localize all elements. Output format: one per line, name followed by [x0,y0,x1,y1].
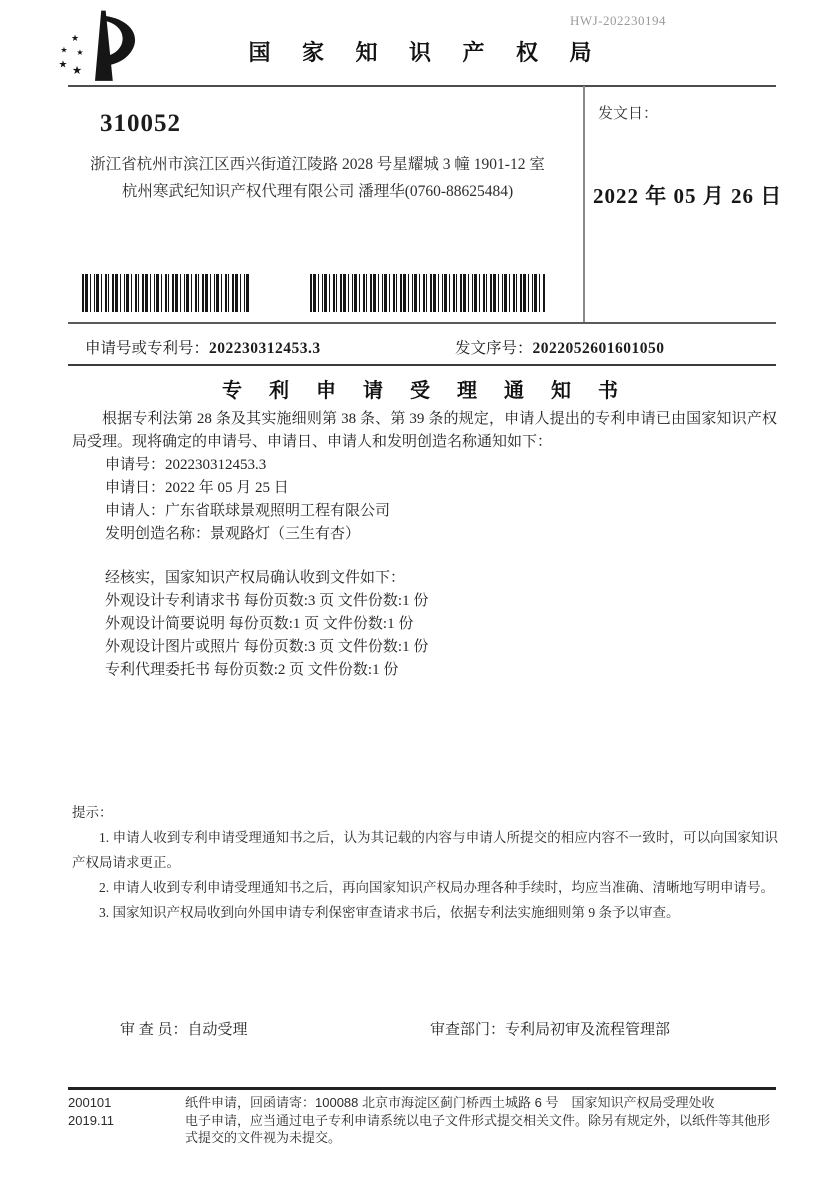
svg-text:★: ★ [76,48,84,58]
received-document-power-of-attorney: 专利代理委托书 每份页数:2 页 文件份数:1 份 [105,662,399,678]
footer-code-2: 2019.11 [68,1112,115,1128]
postal-code: 310052 [100,110,181,137]
header-divider [68,85,776,87]
field-application-number: 申请号：202230312453.3 [105,457,267,473]
tips-label: 提示： [72,805,113,820]
examiner-group [120,1018,248,1039]
address-line-2: 杭州寒武纪知识产权代理有限公司 潘理华(0760-88625484) [121,183,514,200]
field-invention-title: 发明创造名称：景观路灯（三生有杏） [105,526,361,542]
examiner-value: 自动受理 [187,1022,248,1038]
meta-divider-top [68,322,776,324]
received-document-request: 外观设计专利请求书 每份页数:3 页 文件份数:1 份 [105,593,429,609]
svg-text:★: ★ [71,32,79,43]
vertical-divider [583,86,585,322]
examiner-label: 审 查 员： [120,1022,188,1038]
application-number-group [85,336,321,358]
tips-section [72,800,778,925]
footer-text-1: 纸件申请，回函请寄：100088 北京市海淀区蓟门桥西土城路 6 号 国家知识产权局受理处收 [185,1095,715,1110]
tip-item-2: 2. 申请人收到专利申请受理通知书之后，再向国家知识产权局办理各种手续时，均应当准确、清晰地写明申请号。 [99,880,774,895]
barcode-application [82,274,249,312]
received-intro: 经核实，国家知识产权局确认收到文件如下： [105,570,406,586]
footer-row-electronic [68,1112,776,1147]
footer-text-2: 电子申请，应当通过电子专利申请系统以电子文件形式提交相关文件。除另有规定外，以纸件等其他形式提交的文件视为未提交。 [185,1112,771,1145]
department-group [430,1018,670,1039]
doc-reference-number: HWJ-202230194 [570,13,667,28]
serial-number-group [455,336,665,358]
footer-row-paper [68,1094,776,1112]
dispatch-date-label: 发文日： [598,106,659,122]
department-value: 专利局初审及流程管理部 [505,1022,671,1038]
received-document-brief: 外观设计简要说明 每份页数:1 页 文件份数:1 份 [105,616,414,632]
barcode-serial [310,274,545,312]
footer-notes [68,1094,776,1147]
meta-divider-bottom [68,364,776,366]
serial-number-label: 发文序号： [455,340,533,357]
application-number-value: 202230312453.3 [209,340,321,357]
footer-divider [68,1087,776,1090]
dispatch-date-value: 2022 年 05 月 26 日 [593,184,783,208]
header-title: 国 家 知 识 产 权 局 [248,40,605,65]
svg-text:★: ★ [60,45,68,55]
received-document-pictures: 外观设计图片或照片 每份页数:3 页 文件份数:1 份 [105,639,429,655]
notice-intro: 根据专利法第 28 条及其实施细则第 38 条、第 39 条的规定，申请人提出的专利申请已由国家知识产权局受理。现将确定的申请号、申请日、申请人和发明创造名称通知如下： [72,411,777,450]
address-line-1: 浙江省杭州市滨江区西兴街道江陵路 2028 号星耀城 3 幢 1901-12 室 [90,156,545,173]
footer-code-1: 200101 [68,1095,112,1110]
tip-item-3: 3. 国家知识产权局收到向外国申请专利保密审查请求书后，依据专利法实施细则第 9 条予以审查。 [99,905,680,920]
notice-title: 专 利 申 请 受 理 通 知 书 [222,380,629,402]
application-number-label: 申请号或专利号： [85,340,210,357]
serial-number-value: 2022052601601050 [532,340,665,357]
notice-body [72,408,777,682]
field-applicant: 申请人：广东省联球景观照明工程有限公司 [105,503,391,519]
department-label: 审查部门： [430,1022,506,1038]
svg-text:★: ★ [58,59,68,71]
tip-item-1: 1. 申请人收到专利申请受理通知书之后，认为其记载的内容与申请人所提交的相应内容不一致时，可以向国家知识产权局请求更正。 [72,830,778,870]
svg-text:★: ★ [71,64,83,77]
field-application-date: 申请日：2022 年 05 月 25 日 [105,480,289,496]
